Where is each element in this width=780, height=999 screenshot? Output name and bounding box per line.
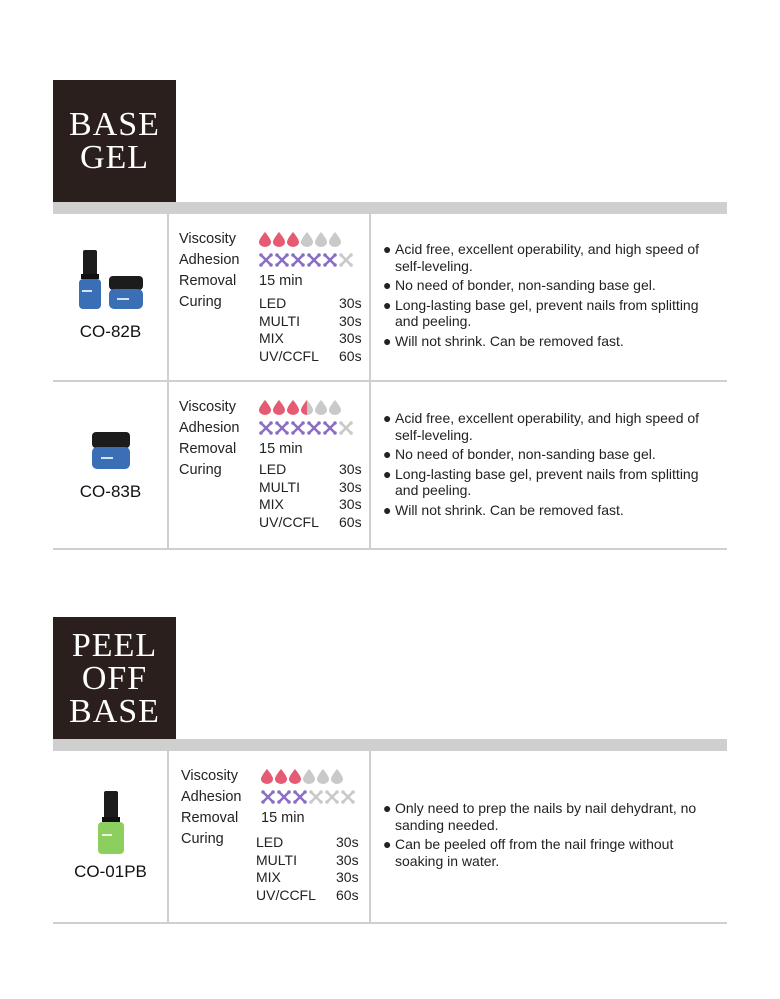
drop-icon [303, 769, 315, 784]
cross-icon [293, 790, 307, 804]
curing-time: 30s [339, 478, 362, 495]
curing-table [259, 295, 362, 365]
cross-icon [323, 421, 337, 435]
drop-icon [329, 400, 341, 415]
bullet-icon: ● [383, 446, 392, 462]
removal-time: 15 min [261, 810, 305, 826]
product-image [53, 430, 168, 470]
curing-table [259, 461, 362, 531]
curing-time: 30s [339, 461, 362, 477]
curing-mode: LED [259, 295, 287, 311]
curing-label: Curing [181, 831, 224, 847]
curing-label: Curing [179, 462, 222, 478]
feature-list [383, 241, 723, 352]
viscosity-label: Viscosity [179, 231, 236, 248]
section-divider [53, 202, 727, 214]
feature-item: ● Long-lasting base gel, prevent nails from splitting and peeling. [383, 465, 699, 498]
product-image [53, 248, 168, 310]
drop-icon [273, 232, 285, 247]
bullet-icon: ● [383, 501, 392, 518]
feature-item: ● Will not shrink. Can be removed fast. [383, 332, 624, 349]
cross-icon [325, 790, 339, 804]
drop-icon [317, 769, 329, 784]
product-code: CO-01PB [74, 862, 147, 881]
removal-label: Removal [179, 273, 237, 289]
curing-time: 60s [339, 513, 362, 530]
feature-item: ● Acid free, excellent operability, and high speed of self-leveling. [383, 410, 700, 443]
feature-item: ● Will not shrink. Can be removed fast. [383, 501, 624, 518]
removal-time: 15 min [259, 441, 303, 457]
drop-icon [331, 769, 343, 784]
product-row [53, 214, 727, 382]
cross-icon [341, 790, 355, 804]
feature-item: ● No need of bonder, non-sanding base gel. [383, 446, 656, 462]
drop-icon [315, 232, 327, 247]
curing-mode: MIX [256, 869, 281, 885]
feature-item: ● Can be peeled off from the nail fringe without soaking in water. [383, 836, 674, 869]
cross-icon [261, 790, 275, 804]
removal-time: 15 min [259, 273, 303, 289]
section-title-line: BASE [69, 106, 160, 143]
curing-table [256, 834, 359, 904]
bullet-icon: ● [383, 800, 392, 816]
column-divider [369, 214, 371, 380]
cross-icon [291, 253, 305, 267]
removal-label: Removal [181, 810, 239, 826]
bullet-icon: ● [383, 241, 392, 257]
drop-icon [259, 400, 271, 415]
drop-icon [261, 769, 273, 784]
adhesion-rating [259, 250, 355, 271]
section-title-line: BASE [69, 692, 160, 730]
column-divider [369, 382, 371, 548]
bullet-icon: ● [383, 465, 392, 482]
cross-icon [309, 790, 323, 804]
drop-icon [301, 400, 313, 415]
viscosity-label: Viscosity [181, 768, 238, 785]
bottle-image [78, 250, 102, 310]
curing-mode: MULTI [256, 851, 297, 868]
bottle-image [97, 791, 125, 855]
curing-time: 30s [339, 295, 362, 311]
adhesion-rating [259, 418, 355, 439]
curing-time: 60s [336, 886, 359, 903]
removal-label: Removal [179, 441, 237, 457]
viscosity-rating [259, 229, 343, 250]
column-divider [369, 751, 371, 922]
curing-mode: MIX [259, 496, 284, 512]
section-title-base-gel [53, 80, 176, 202]
adhesion-label: Adhesion [179, 420, 240, 437]
feature-list [383, 410, 723, 521]
cross-icon [339, 253, 353, 267]
feature-item: ● Acid free, excellent operability, and high speed of self-leveling. [383, 241, 700, 274]
bullet-icon: ● [383, 836, 392, 852]
bullet-icon: ● [383, 296, 392, 313]
curing-mode: MULTI [259, 478, 300, 495]
product-row [53, 382, 727, 550]
drop-icon [259, 232, 271, 247]
curing-time: 30s [336, 851, 359, 868]
section-title-line: GEL [79, 139, 150, 176]
curing-mode: UV/CCFL [256, 886, 316, 903]
bullet-icon: ● [383, 332, 392, 349]
drop-icon [287, 400, 299, 415]
viscosity-rating [261, 766, 345, 787]
drop-icon [329, 232, 341, 247]
adhesion-label: Adhesion [179, 252, 240, 269]
curing-mode: UV/CCFL [259, 513, 319, 530]
feature-item: ● Long-lasting base gel, prevent nails from splitting and peeling. [383, 296, 699, 329]
section-title-line: PEEL [71, 626, 158, 664]
curing-label: Curing [179, 294, 222, 310]
adhesion-label: Adhesion [181, 789, 242, 806]
cross-icon [307, 421, 321, 435]
drop-icon [273, 400, 285, 415]
feature-item: ● No need of bonder, non-sanding base gel. [383, 277, 656, 293]
curing-time: 30s [339, 312, 362, 329]
cross-icon [291, 421, 305, 435]
curing-time: 30s [336, 834, 359, 850]
jar-image [91, 432, 131, 470]
viscosity-rating [259, 397, 343, 418]
product-row [53, 751, 727, 924]
section-title-peel-off-base [53, 617, 176, 739]
drop-icon [275, 769, 287, 784]
feature-list [383, 800, 723, 872]
jar-image [108, 276, 144, 310]
cross-icon [275, 253, 289, 267]
drop-icon [287, 232, 299, 247]
cross-icon [259, 253, 273, 267]
adhesion-rating [261, 787, 357, 808]
cross-icon [307, 253, 321, 267]
product-code: CO-82B [79, 322, 142, 341]
bullet-icon: ● [383, 277, 392, 293]
curing-mode: LED [256, 834, 284, 850]
curing-mode: LED [259, 461, 287, 477]
curing-time: 60s [339, 347, 362, 364]
curing-time: 30s [339, 496, 362, 512]
product-code: CO-83B [79, 482, 142, 501]
cross-icon [275, 421, 289, 435]
section-divider [53, 739, 727, 751]
curing-time: 30s [336, 869, 359, 885]
cross-icon [339, 421, 353, 435]
product-image [53, 791, 168, 855]
drop-icon [289, 769, 301, 784]
drop-icon [315, 400, 327, 415]
viscosity-label: Viscosity [179, 399, 236, 416]
cross-icon [259, 421, 273, 435]
drop-icon [301, 232, 313, 247]
curing-mode: UV/CCFL [259, 347, 319, 364]
curing-mode: MIX [259, 330, 284, 346]
bullet-icon: ● [383, 410, 392, 426]
section-title-line: OFF [81, 659, 148, 697]
cross-icon [277, 790, 291, 804]
cross-icon [323, 253, 337, 267]
feature-item: ● Only need to prep the nails by nail dehydrant, no sanding needed. [383, 800, 697, 833]
curing-time: 30s [339, 330, 362, 346]
curing-mode: MULTI [259, 312, 300, 329]
